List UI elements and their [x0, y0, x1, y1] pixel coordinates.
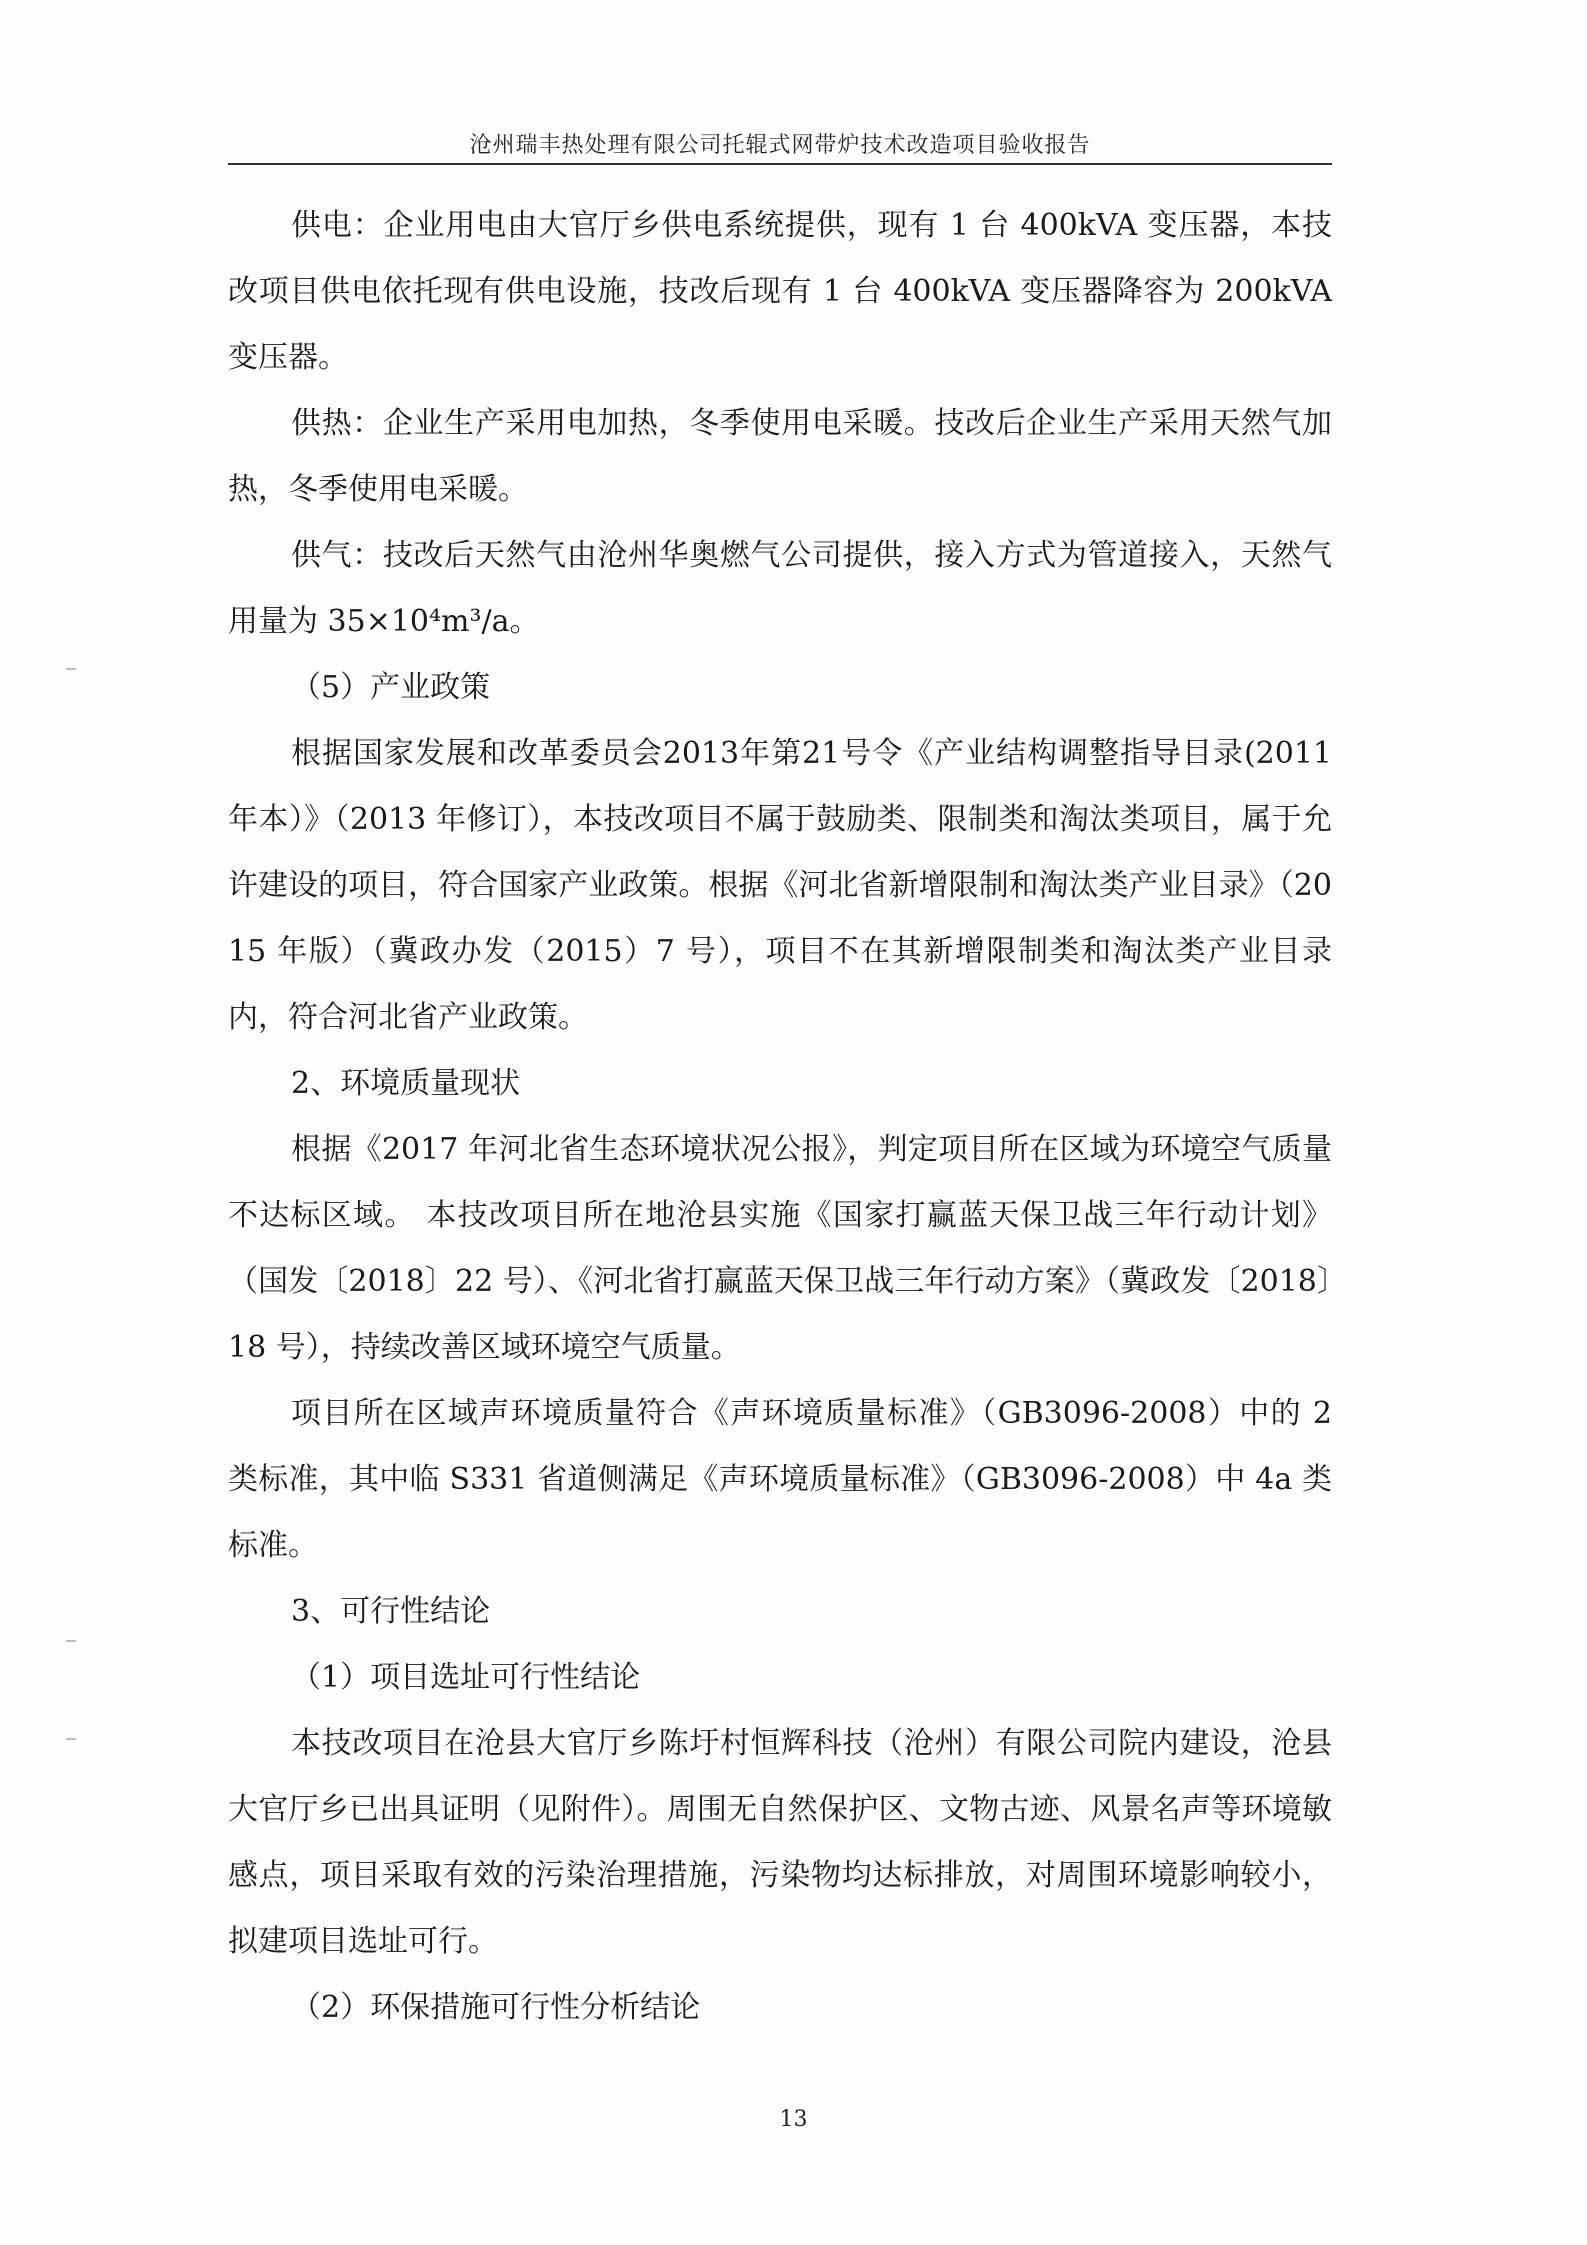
heading-feasibility-conclusion: 3、可行性结论 — [291, 1594, 491, 1629]
paragraph-noise-quality: 项目所在区域声环境质量符合《声环境质量标准》（GB3096-2008）中的 2 类标准，其中临 S331 省道侧满足《声环境质量标准》（GB3096-2008）中 4a 类标准。 — [228, 1396, 1332, 1563]
paragraph-site-feasibility: 本技改项目在沧县大官厅乡陈圩村恒辉科技（沧州）有限公司院内建设，沧县大官厅乡已出具证明（见附件）。周围无自然保护区、文物古迹、风景名声等环境敏感点，项目采取有效的污染治理措施，污染物均达标排放，对周围环境影响较小，拟建项目选址可行。 — [228, 1726, 1332, 1959]
paragraph-air-quality: 根据《2017 年河北省生态环境状况公报》，判定项目所在区域为环境空气质量不达标区域。 本技改项目所在地沧县实施《国家打赢蓝天保卫战三年行动计划》（国发〔2018〕22 号）、《河北省打赢蓝天保卫战三年行动方案》（冀政发〔2018〕18 号），持续改善区域环境空气质量。 — [228, 1132, 1332, 1365]
paragraph-gas-supply: 供气：技改后天然气由沧州华奥燃气公司提供，接入方式为管道接入，天然气用量为 35×10⁴m³/a。 — [228, 538, 1332, 639]
scan-mark — [66, 668, 76, 670]
paragraph-heat-supply: 供热：企业生产采用电加热，冬季使用电采暖。技改后企业生产采用天然气加热，冬季使用电采暖。 — [228, 406, 1332, 507]
heading-environmental-quality: 2、环境质量现状 — [291, 1066, 521, 1101]
heading-measures-feasibility: （2）环保措施可行性分析结论 — [291, 1990, 701, 2025]
heading-industrial-policy: （5）产业政策 — [291, 670, 491, 705]
running-header: 沧州瑞丰热处理有限公司托辊式网带炉技术改造项目验收报告 — [469, 133, 1091, 158]
heading-site-feasibility: （1）项目选址可行性结论 — [291, 1660, 641, 1695]
body-text — [228, 193, 1332, 2041]
page-number: 13 — [779, 2107, 808, 2132]
scan-mark — [66, 1640, 76, 1642]
header-rule — [228, 163, 1332, 165]
scan-mark — [66, 1738, 76, 1740]
paragraph-industrial-policy: 根据国家发展和改革委员会2013年第21号令《产业结构调整指导目录(2011年本）》（2013 年修订），本技改项目不属于鼓励类、限制类和淘汰类项目，属于允许建设的项目，符合国家产业政策。根据《河北省新增限制和淘汰类产业目录》（2015 年版）（冀政办发（2015）7 号），项目不在其新增限制类和淘汰类产业目录内，符合河北省产业政策。 — [228, 736, 1332, 1035]
paragraph-power-supply: 供电：企业用电由大官厅乡供电系统提供，现有 1 台 400kVA 变压器，本技改项目供电依托现有供电设施，技改后现有 1 台 400kVA 变压器降容为 200kVA 变压器。 — [228, 208, 1332, 375]
